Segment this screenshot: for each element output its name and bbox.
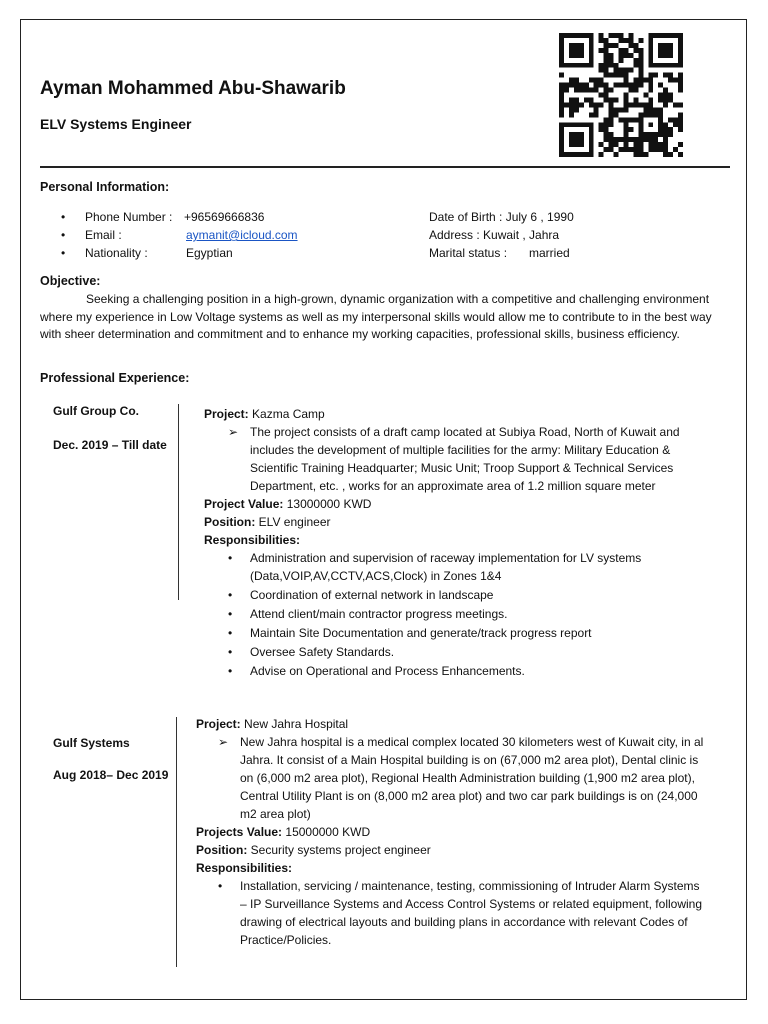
timeline-divider xyxy=(178,404,179,600)
responsibilities-label: Responsibilities: xyxy=(204,533,301,547)
project-line xyxy=(204,405,704,423)
resume-page xyxy=(20,19,747,1000)
value-amount: 15000000 KWD xyxy=(285,825,371,839)
phone-label: Phone Number : xyxy=(85,210,173,224)
position-value: Security systems project engineer xyxy=(250,843,431,857)
list-item: • Installation, servicing / maintenance, testing, commissioning of Intruder Alarm Systems – IP Surveillance Systems and Access Control Systems or related equipment, following drawing of electrical layouts and building plans in accordance with relevant Codes of Practice/Policies. xyxy=(218,879,702,947)
responsibilities-list xyxy=(218,877,706,949)
list-item: • Maintain Site Documentation and generate/track progress report xyxy=(228,626,592,640)
list-item: • Attend client/main contractor progress meetings. xyxy=(228,607,508,621)
list-item: • Administration and supervision of raceway implementation for LV systems (Data,VOIP,AV,CCTV,ACS,Clock) in Zones 1&4 xyxy=(228,551,642,583)
project-value-line xyxy=(196,823,706,841)
job-details xyxy=(204,405,704,680)
company-name: Gulf Systems xyxy=(53,736,130,750)
bullet: • xyxy=(228,607,233,621)
value-label: Projects Value: xyxy=(196,825,283,839)
project-name: Kazma Camp xyxy=(252,407,325,421)
experience-heading: Professional Experience: xyxy=(40,371,190,385)
value-label: Project Value: xyxy=(204,497,284,511)
bullet: • xyxy=(228,588,233,602)
project-line xyxy=(196,715,706,733)
job-details xyxy=(196,715,706,949)
date-of-birth: Date of Birth : July 6 , 1990 xyxy=(429,210,574,224)
project-name: New Jahra Hospital xyxy=(244,717,349,731)
project-description xyxy=(228,423,704,495)
objective-heading: Objective: xyxy=(40,274,101,288)
position-label: Position: xyxy=(204,515,256,529)
value-amount: 13000000 KWD xyxy=(286,497,372,511)
position-line xyxy=(196,841,706,859)
email-row xyxy=(61,226,441,244)
phone-value: +96569666836 xyxy=(184,210,265,224)
address: Address : Kuwait , Jahra xyxy=(429,228,560,242)
description-text: The project consists of a draft camp located at Subiya Road, North of Kuwait and includes the development of multiple facilities for the army: Military Education & Scientific Training Headquarter; Music Unit; Troop Support & Technical Services Department, etc. , works for an approximate area of 1.2 million square meter xyxy=(250,425,680,493)
project-description xyxy=(218,733,706,823)
job-title: ELV Systems Engineer xyxy=(40,116,192,132)
list-item: • Coordination of external network in landscape xyxy=(228,588,494,602)
marital-label: Marital status : xyxy=(429,246,508,260)
personal-info-list xyxy=(61,208,441,262)
position-label: Position: xyxy=(196,843,248,857)
personal-info-heading: Personal Information: xyxy=(40,180,170,194)
bullet: • xyxy=(228,664,233,678)
job-period: Dec. 2019 – Till date xyxy=(53,438,167,452)
email-link[interactable]: aymanit@icloud.com xyxy=(186,228,298,242)
project-label: Project: xyxy=(196,717,241,731)
description-text: New Jahra hospital is a medical complex located 30 kilometers west of Kuwait city, in al Jahra. It consist of a Main Hospital building is on (67,000 m2 area plot), Dental clinic is on (6,000 m2 area plot), Regional Health Administration building (1,900 m2 area plot), Central Utility Plant is on (8,000 m2 area plot) and two car park buildings is on (24,000 m2 area plot) xyxy=(240,735,704,821)
candidate-name: Ayman Mohammed Abu-Shawarib xyxy=(40,78,346,99)
marital-row xyxy=(429,244,729,262)
arrow-bullet-icon: ➢ xyxy=(218,735,229,749)
company-name: Gulf Group Co. xyxy=(53,404,139,418)
project-value-line xyxy=(204,495,704,513)
arrow-bullet-icon: ➢ xyxy=(228,425,239,439)
header-divider xyxy=(40,166,730,168)
objective-text: Seeking a challenging position in a high-grown, dynamic organization with a competitive and challenging environment where my experience in Low Voltage systems as well as my interpersonal skills would allow me to contribute to in the best way with sheer determination and commitment and to enhance my working capacities, professional skills, business efficiency. xyxy=(40,292,712,341)
bullet: • xyxy=(61,246,66,260)
responsibilities-label: Responsibilities: xyxy=(196,861,293,875)
bullet: • xyxy=(61,228,66,242)
bullet: • xyxy=(218,879,223,893)
list-item: • Advise on Operational and Process Enhancements. xyxy=(228,664,525,678)
position-value: ELV engineer xyxy=(258,515,331,529)
nationality-label: Nationality : xyxy=(85,246,148,260)
project-label: Project: xyxy=(204,407,249,421)
marital-value: married xyxy=(529,246,570,260)
position-line xyxy=(204,513,704,531)
job-period: Aug 2018– Dec 2019 xyxy=(53,768,169,782)
personal-info-right xyxy=(429,208,729,262)
bullet: • xyxy=(61,210,66,224)
qr-code-icon xyxy=(559,32,683,158)
bullet: • xyxy=(228,626,233,640)
list-item: • Oversee Safety Standards. xyxy=(228,645,395,659)
responsibilities-list xyxy=(228,549,704,680)
email-label: Email : xyxy=(85,228,122,242)
bullet: • xyxy=(228,551,233,565)
bullet: • xyxy=(228,645,233,659)
phone-row xyxy=(61,208,441,226)
timeline-divider xyxy=(176,717,177,967)
nationality-row xyxy=(61,244,441,262)
nationality-value: Egyptian xyxy=(186,246,233,260)
